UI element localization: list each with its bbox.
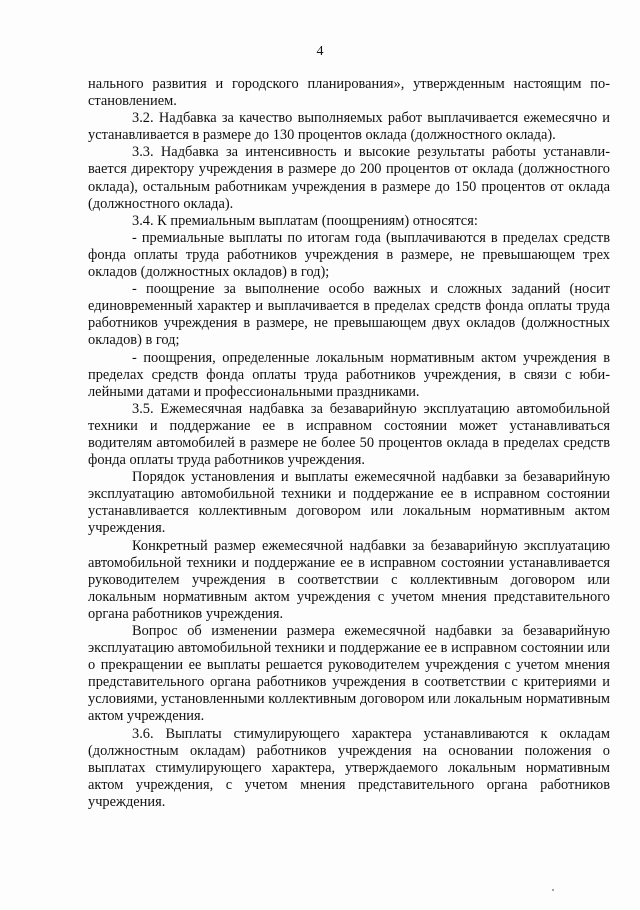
paragraph-3-3: 3.3. Надбавка за интенсивность и высокие результаты работы устанавливается директору учреждения в размере до 200 процентов от оклада (должностного оклада), остальным работникам учреждения в размере до 150 процентов от оклада (должностного оклада). <box>88 144 610 212</box>
paragraph-3-5: 3.5. Ежемесячная надбавка за безаварийную эксплуатацию автомобильной техники и поддержание ее в исправном состоянии может устанавливаться водителям автомобилей в размере не более 50 процентов оклада в пределах средств фонда оплаты труда работников учреждения. <box>88 400 610 469</box>
document-body <box>88 76 610 811</box>
paragraph-3-2: 3.2. Надбавка за качество выполняемых работ выплачивается ежемесячно и устанавливается в размере до 130 процентов оклада (должностного оклада). <box>88 110 610 144</box>
paragraph-3-6: 3.6. Выплаты стимулирующего характера устанавливаются к окладам (должностным окладам) работников учреждения на основании положения о выплатах стимулирующего характера, утверждаемого локальным нормативным актом учреждения, с учетом мнения представительного органа работников учреждения. <box>88 725 610 810</box>
list-item-local-act-bonus: - поощрения, определенные локальным нормативным актом учреждения в пределах средств фонда оплаты труда работников учреждения, в связи с юбилейными датами и профессиональными праздниками. <box>88 349 610 400</box>
paragraph-change-amount: Вопрос об изменении размера ежемесячной надбавки за безаварийную эксплуатацию автомобильной техники и поддержание ее в исправном состоянии или о прекращении ее выплаты решается руководителем учреждения с учетом мнения представительного органа работников учреждения в соответствии с критериями и условиями, установленными коллективным договором или локальным нормативным актом учреждения. <box>88 623 610 725</box>
list-item-annual-bonus: - премиальные выплаты по итогам года (выплачиваются в пределах средств фонда оплаты труда работников учреждения в размере, не превышающем трех окладов (должностных окладов) в год); <box>88 229 610 281</box>
scan-speck <box>552 889 554 891</box>
paragraph-procedure: Порядок установления и выплаты ежемесячной надбавки за безаварийную эксплуатацию автомобильной техники и поддержание ее в исправном состоянии устанавливается коллективным договором или локальным нормативным актом учреждения. <box>88 469 610 537</box>
page-number: 4 <box>316 44 324 59</box>
list-item-special-tasks: - поощрение за выполнение особо важных и сложных заданий (носит единовременный характер и выплачивается в пределах средств фонда оплаты труда работников учреждения в размере, не превышающем двух окладов (должностных окладов) в год; <box>88 281 610 349</box>
paragraph-3-4: 3.4. К премиальным выплатам (поощрениям) относятся: <box>132 212 478 229</box>
paragraph-continuation: нального развития и городского планирования», утвержденным настоящим постановлением. <box>88 76 610 110</box>
paragraph-specific-amount: Конкретный размер ежемесячной надбавки за безаварийную эксплуатацию автомобильной техники и поддержание ее в исправном состоянии устанавливается руководителем учреждения в соответствии с коллективным договором или локальным нормативным актом учреждения с учетом мнения представительного органа работников учреждения. <box>88 537 610 622</box>
